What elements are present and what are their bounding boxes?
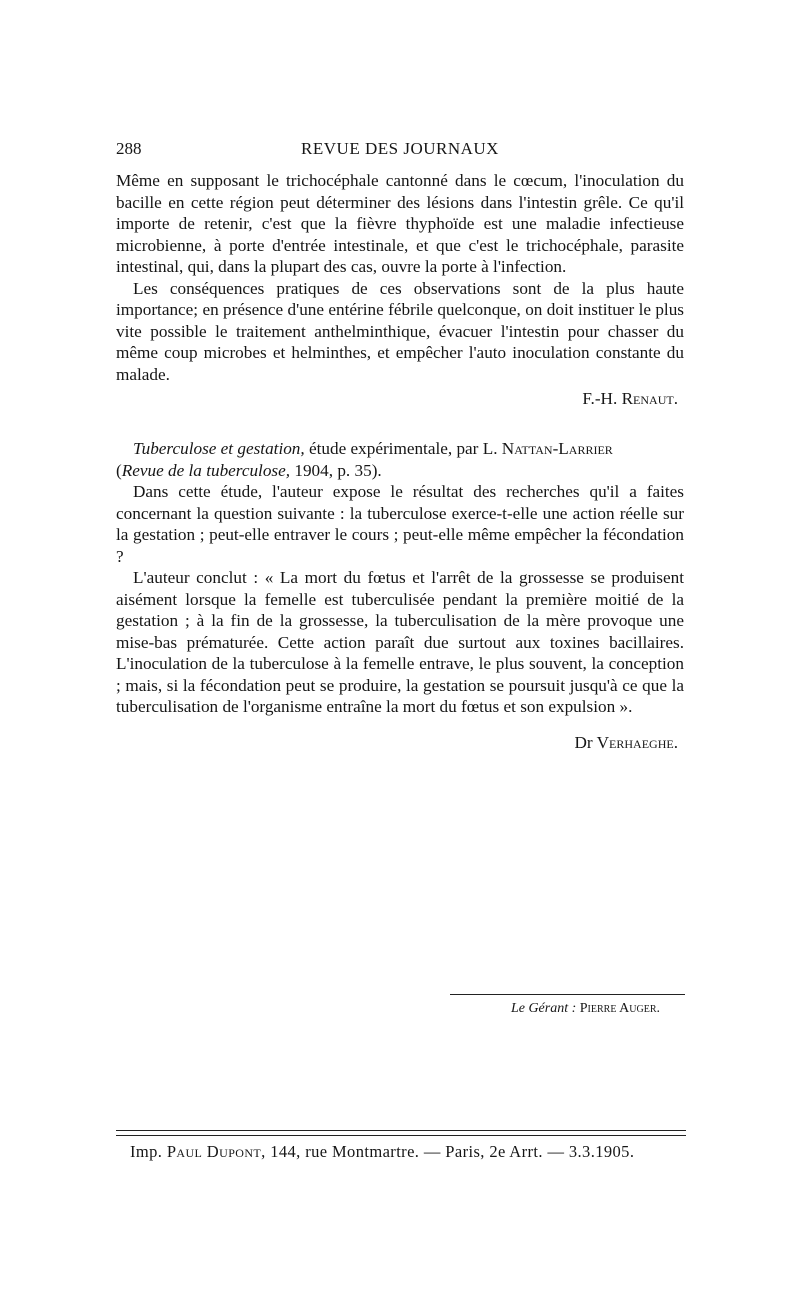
gerant-name: Pierre Auger. xyxy=(576,1001,660,1016)
imprint-line xyxy=(130,1142,685,1162)
signature: F.-H. Renaut. xyxy=(582,389,678,408)
paragraph: L'auteur conclut : « La mort du fœtus et l'arrêt de la grossesse se produisent aisément lorsque la femelle est tuberculisée pendant la première moitié de la gestation ; à la fin de la grossesse, la tuberculisation de la mère provoque une mise-bas prématurée. Cette action paraît due surtout aux toxines bacillaires. L'inoculation de la tuberculose à la femelle entrave, le plus souvent, la conception ; mais, si la fécondation peut se produire, la gestation se poursuit jusqu'à ce que la tuberculisation de l'organisme entraîne la mort du fœtus et son expulsion ». xyxy=(116,568,684,716)
source-page: p. 35). xyxy=(333,460,382,480)
gerant-line xyxy=(511,1001,660,1017)
imprint-rule-bottom xyxy=(116,1135,686,1136)
paragraph: Les conséquences pratiques de ces observations sont de la plus haute importance; en présence d'une entérine fébrile quelconque, on doit instituer le plus vite possible le traitement anthelminthique, évacuer l'intestin pour chasser du même coup microbes et helminthes, et empêcher l'auto inoculation constante du malade. xyxy=(116,278,684,384)
paragraph: Dans cette étude, l'auteur expose le résultat des recherches qu'il a faites concernant la question suivante : la tuberculose exerce-t-elle une action réelle sur la gestation ; peut-elle entraver le cours ; peut-elle même empêcher la fécondation ? xyxy=(116,482,684,566)
page-header xyxy=(116,139,684,163)
article-tuberculose xyxy=(116,438,684,753)
imprint-prefix: Imp. xyxy=(130,1142,167,1161)
article-title xyxy=(116,438,684,481)
article-renaut xyxy=(116,170,684,410)
title-italic: Tuberculose et gestation, xyxy=(133,439,305,458)
signature-name: Verhaeghe. xyxy=(592,732,678,752)
signature xyxy=(116,732,678,754)
source-journal: Revue de la tuberculose, xyxy=(121,460,291,480)
gerant-rule xyxy=(450,994,685,995)
paragraph: Même en supposant le trichocéphale cantonné dans le cœcum, l'inoculation du bacille en cette région peut déterminer des lésions dans l'intestin grêle. Ce qu'il importe de retenir, c'est que la fièvre thyphoïde est une maladie infectieuse microbienne, à porte d'entrée intestinale, et que c'est le trichocéphale, parasite intestinal, qui, dans la plupart des cas, ouvre la porte à l'infection. xyxy=(116,171,684,276)
gerant-label: Le Gérant : xyxy=(510,1001,577,1016)
imprint-rule-top xyxy=(116,1130,686,1131)
title-rest: étude expérimentale, par L. xyxy=(304,439,502,458)
imprint-name: Paul Dupont xyxy=(166,1142,262,1161)
imprint-rest: , 144, rue Montmartre. — Paris, 2e Arrt. — 3.3.1905. xyxy=(261,1142,635,1161)
author-name: Nattan-Larrier xyxy=(501,439,613,458)
source-year: 1904, xyxy=(290,460,334,480)
running-title: REVUE DES JOURNAUX xyxy=(301,139,499,158)
page-number: 288 xyxy=(116,139,142,158)
signature-prefix: Dr xyxy=(574,732,593,752)
source-open: ( xyxy=(116,460,122,480)
